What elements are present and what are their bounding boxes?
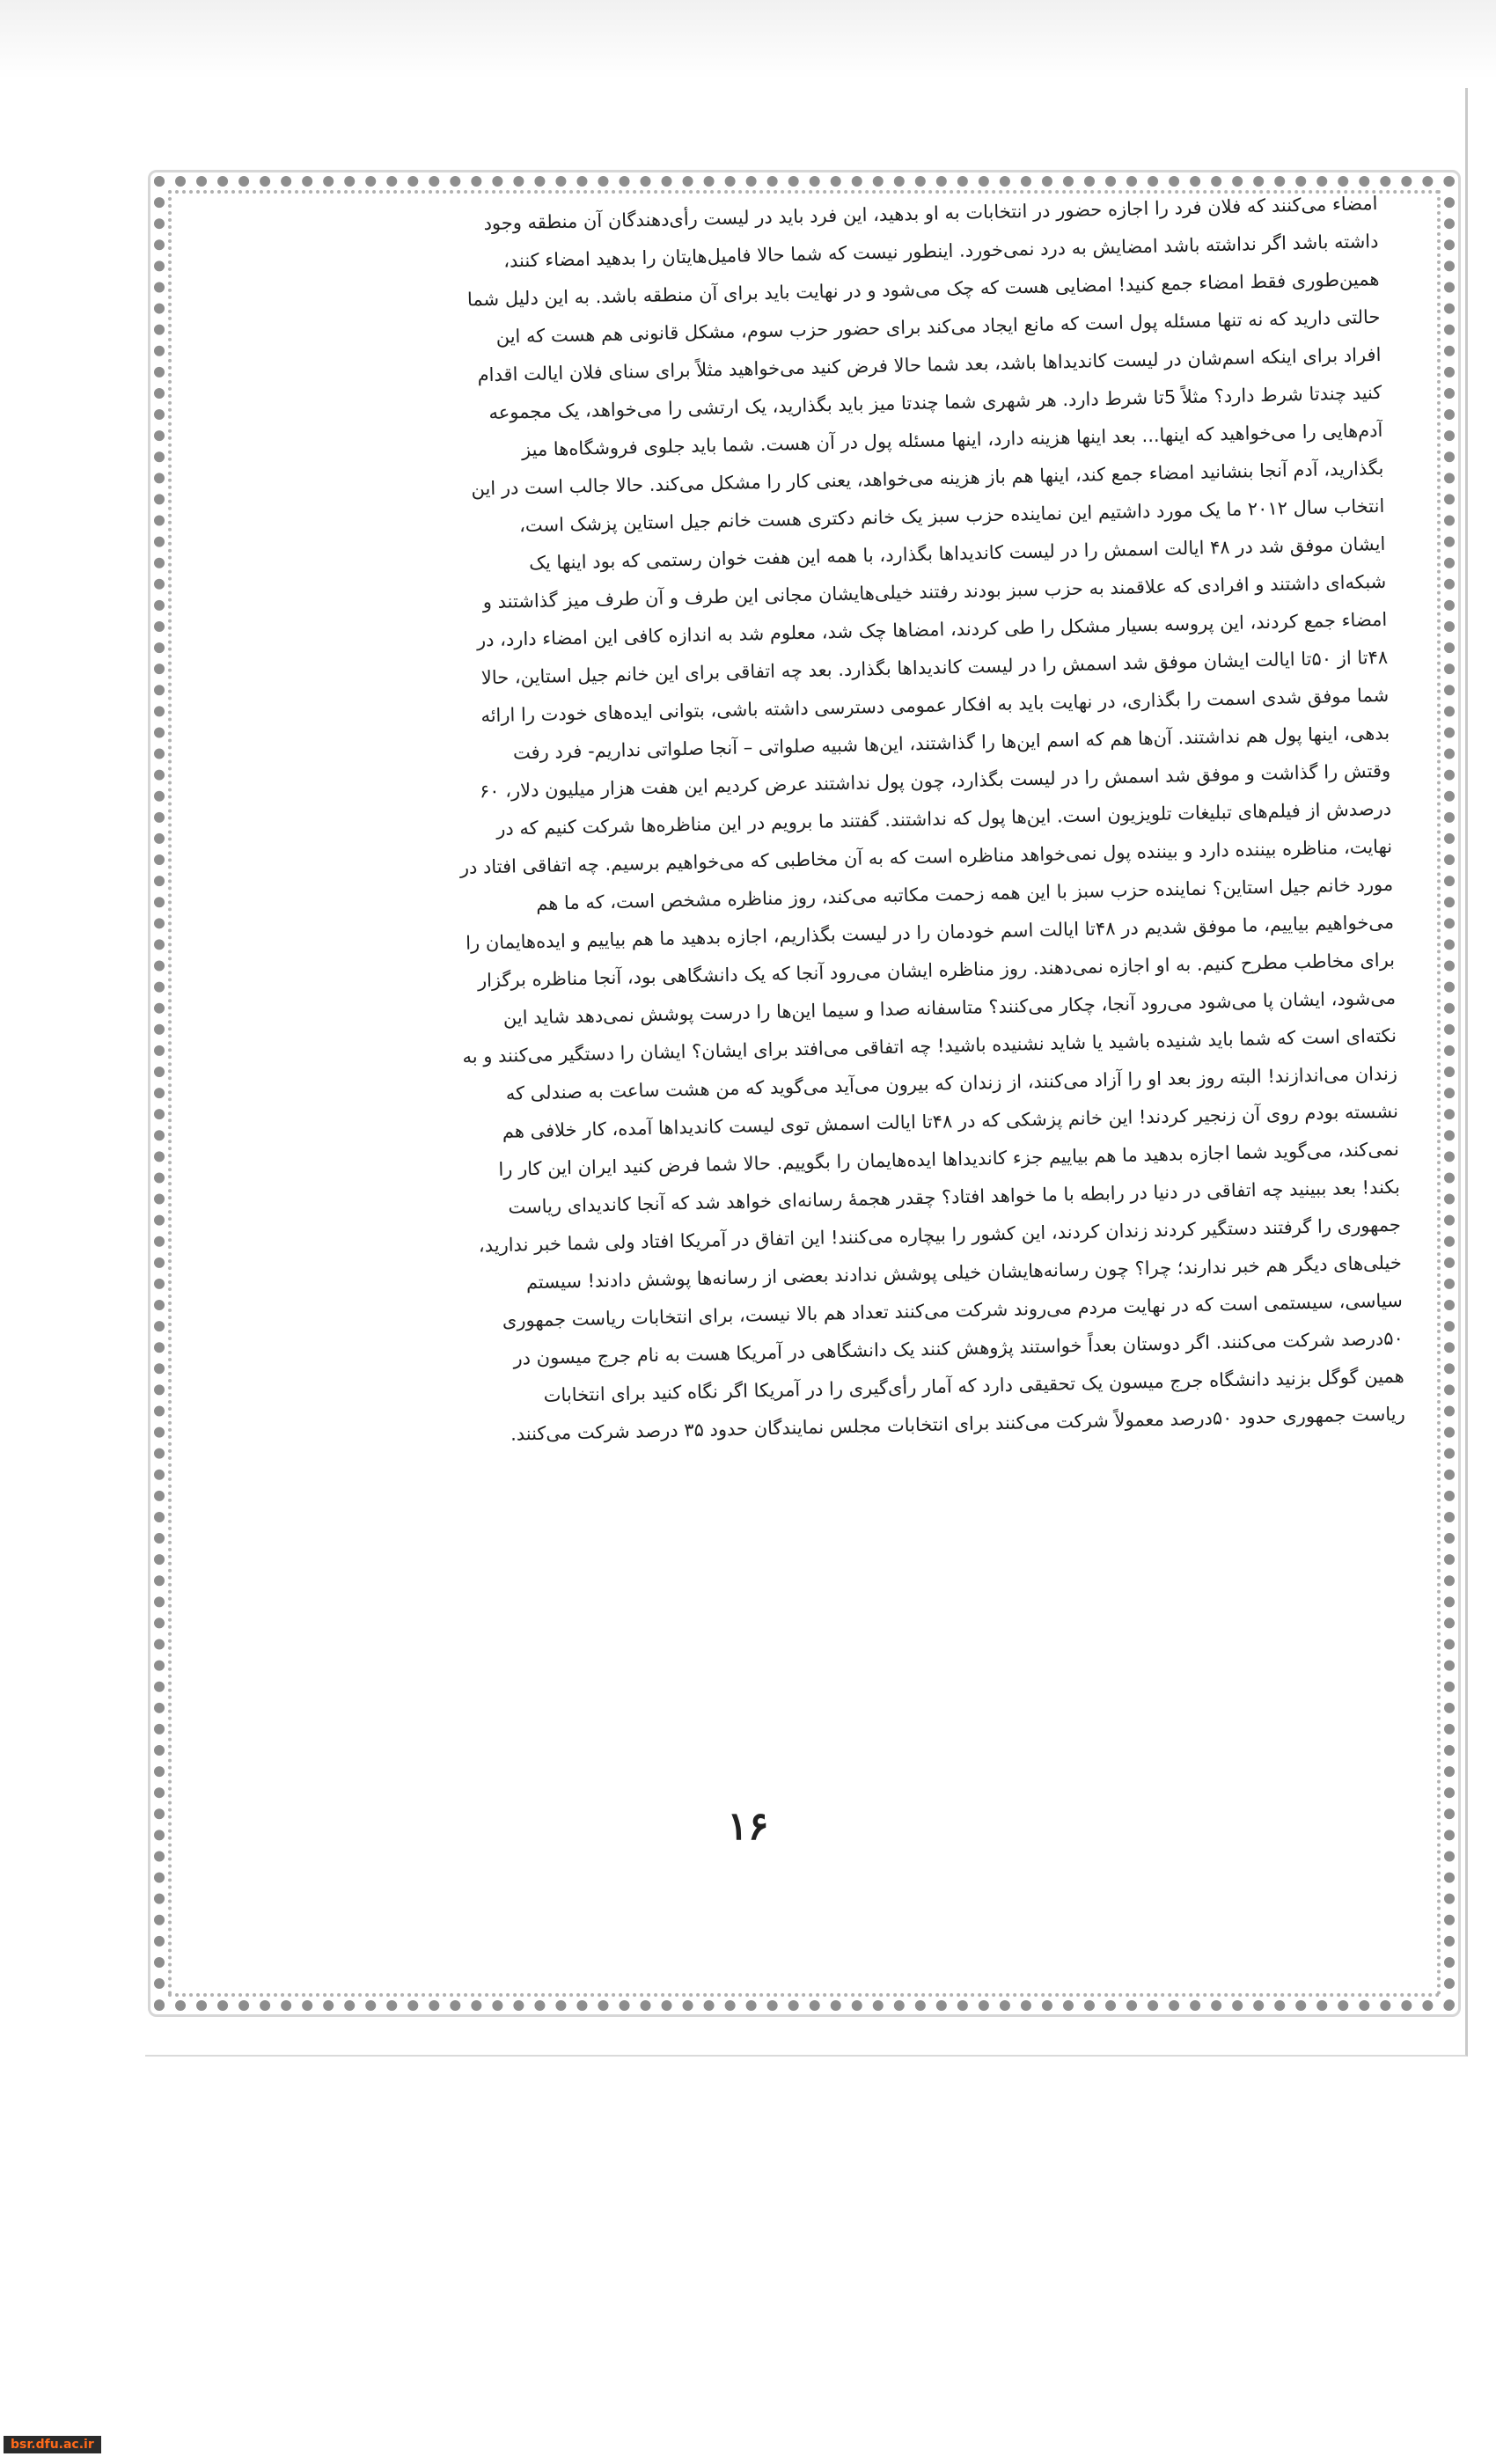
text-line: ایشان موفق شد در ۴۸ ایالت اسمش را در لیست کاندیداها بگذارد، با همه این هفت خوان رستمی که بود اینها یک xyxy=(528,532,1386,574)
text-line: بگذارید، آدم آنجا بنشانید امضاء جمع کند، اینها هم باز هزینه می‌خواهد، یعنی کار را مشکل می‌کند. حالا جالب است در این xyxy=(471,457,1384,500)
text-line: نمی‌کند، می‌گوید شما اجازه بدهید ما هم بیاییم جزء کاندیداها ایده‌هایمان را بگوییم. حالا شما فرض کنید ایران این کار را xyxy=(498,1138,1400,1180)
text-line: می‌شود، ایشان پا می‌شود می‌رود آنجا، چکار می‌کنند؟ متاسفانه صدا و سیما این‌ها را درست پوشش نمی‌دهد شاید این xyxy=(502,986,1397,1029)
text-line: ۵۰درصد شرکت می‌کنند. اگر دوستان بعداً خواستند پژوهش کنند یک دانشگاهی در آمریکا هست به نام جرج میسون در xyxy=(513,1327,1404,1369)
text-line: مورد خانم جیل استاین؟ نماینده حزب سبز با این همه زحمت مکاتبه می‌کند، روز مناظره مشخص است، که ما هم xyxy=(535,873,1394,914)
text-line: آدم‌هایی را می‌خواهید که اینها... بعد اینها هزینه دارد، اینها مسئله پول در آن هست. شما باید جلوی فروشگاه‌ها میز xyxy=(521,419,1383,461)
text-line: درصدش از فیلم‌های تبلیغات تلویزیون است. این‌ها پول که نداشتند. گفتند ما برویم در این مناظره‌ها شرکت کنیم که در xyxy=(495,797,1392,840)
text-line: ریاست جمهوری حدود ۵۰درصد معمولاً شرکت می‌کنند برای انتخابات مجلس نمایندگان حدود ۳۵ درصد شرکت می‌کنند. xyxy=(510,1403,1405,1445)
text-line: افراد برای اینکه اسم‌شان در لیست کاندیداها باشد، بعد شما حالا فرض کنید می‌خواهید مثلاً برای سنای فلان ایالت اقدام xyxy=(477,343,1382,386)
text-line: حالتی دارید که نه تنها مسئله پول است که مانع ایجاد می‌کند برای حضور حزب سوم، مشکل قانونی هم هست که این xyxy=(495,305,1381,348)
text-line: برای مخاطب مطرح کنیم. به او اجازه نمی‌دهند. روز مناظره ایشان می‌رود آنجا که یک دانشگاهی بود، آنجا مناظره برگزار xyxy=(477,949,1396,992)
text-line: جمهوری را گرفتند دستگیر کردند زندان کردند، این کشور را بیچاره می‌کنند! این اتفاق در آمریکا افتاد ولی شما خبر ندارید، xyxy=(478,1214,1402,1257)
text-line: کنید چندتا شرط دارد؟ مثلاً 5تا شرط دارد. هر شهری شما چندتا میز باید بگذارید، یک ارتشی را می‌خواهد، یک مجموعه xyxy=(488,381,1382,423)
text-line: خیلی‌های دیگر هم خبر ندارند؛ چرا؟ چون رسانه‌هایشان خیلی پوشش ندادند بعضی از رسانه‌ها پوشش دادند! سیستم xyxy=(525,1251,1403,1294)
text-line: وقتش را گذاشت و موفق شد اسمش را در لیست بگذارد، چون پول نداشتند عرض کردیم این هفت هزار میلیون دلار، ۶۰ xyxy=(479,759,1391,803)
text-line: انتخاب سال ۲۰۱۲ ما یک مورد داشتیم این نماینده حزب سبز یک خانم دکتری هست خانم جیل استاین پزشک است، xyxy=(518,495,1385,537)
text-line: سیاسی، سیستمی است که در نهایت مردم می‌روند شرکت می‌کنند تعداد هم بالا نیست، برای انتخابات ریاست جمهوری xyxy=(502,1289,1404,1331)
text-line: همین‌طوری فقط امضاء جمع کنید! امضایی هست که چک می‌شود و در نهایت باید برای آن منطقه باشد. به این دلیل شما xyxy=(466,268,1380,311)
text-line: شما موفق شدی اسمت را بگذاری، در نهایت باید به افکار عمومی دسترسی داشته باشی، بتوانی ایده‌های خودت را ارائه xyxy=(480,684,1390,727)
text-line: نهایت، مناظره بیننده دارد و بیننده پول نمی‌خواهد مناظره است که به آن مخاطبی که می‌خواهیم برسیم. چه اتفاقی افتاد در xyxy=(459,835,1393,878)
text-line: بکند! بعد ببینید چه اتفاقی در دنیا در رابطه با ما خواهد افتاد؟ چقدر هجمهٔ رسانه‌ای خواهد شد که آنجا کاندیدای ریاست xyxy=(508,1176,1401,1218)
scan-shadow xyxy=(0,0,1496,79)
text-line: داشته باشد اگر نداشته باشد امضایش به درد نمی‌خورد. اینطور نیست که شما حالا فامیل‌هایتان را بدهید امضاء کنند، xyxy=(502,230,1379,272)
site-watermark: bsr.dfu.ac.ir xyxy=(4,2436,101,2453)
body-text xyxy=(224,185,1405,1459)
text-line: نشسته بودم روی آن زنجیر کردند! این خانم پزشکی که در ۴۸تا ایالت اسمش توی لیست کاندیداها آمده، کار خلافی هم xyxy=(502,1100,1399,1142)
text-line: زندان می‌اندازند! البته روز بعد او را آزاد می‌کنند، از زندان که بیرون می‌آید می‌گوید که من هشت ساعت به صندلی که xyxy=(505,1062,1398,1104)
text-line: امضاء می‌کنند که فلان فرد را اجازه حضور در انتخابات به او بدهید، این فرد باید در لیست رأی‌دهندگان آن منطقه وجود xyxy=(483,192,1378,235)
text-line: بدهی، اینها پول هم نداشتند. آن‌ها هم که اسم این‌ها را گذاشتند، این‌ها شبیه صلواتی – آنجا صلواتی نداریم- فرد رفت xyxy=(512,722,1390,764)
text-line: ۴۸تا از ۵۰تا ایالت ایشان موفق شد اسمش را در لیست کاندیداها بگذارد. بعد چه اتفاقی برای این خانم جیل استاین، حالا xyxy=(480,646,1389,689)
text-line: می‌خواهیم بیاییم، ما موفق شدیم در ۴۸تا ایالت اسم خودمان را در لیست بگذاریم، اجازه بدهید ما هم بیاییم و ایده‌هایمان را xyxy=(465,911,1395,954)
text-line: نکته‌ای است که شما باید شنیده باشید یا شاید نشنیده باشید! چه اتفاقی می‌افتد برای ایشان؟ ایشان را دستگیر می‌کنند و به xyxy=(462,1024,1397,1067)
page-number: ۱۶ xyxy=(727,1804,769,1849)
text-line: همین گوگل بزنید دانشگاه جرج میسون یک تحقیقی دارد که آمار رأی‌گیری را در آمریکا اگر نگاه کنید برای انتخابات xyxy=(543,1365,1404,1406)
text-line: امضاء جمع کردند، این پروسه بسیار مشکل را طی کردند، امضاها چک شد، معلوم شد به اندازه کافی این امضاء دارد، در xyxy=(476,608,1388,651)
text-line: شبکه‌ای داشتند و افرادی که علاقمند به حزب سبز بودند رفتند خیلی‌هایشان مجانی این طرف و آن طرف میز گذاشتند و xyxy=(482,570,1387,613)
